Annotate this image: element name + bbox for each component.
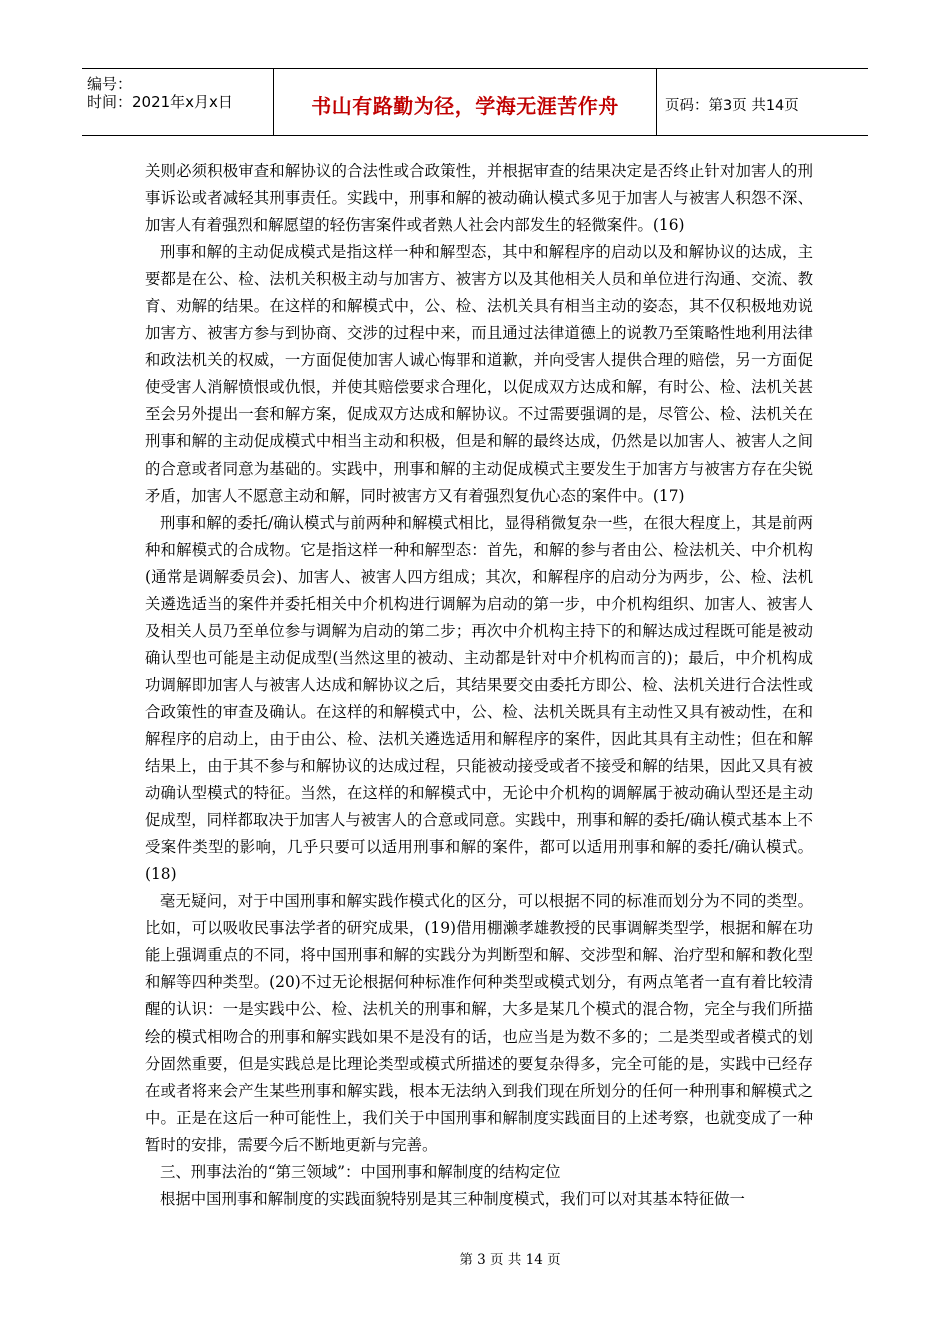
- document-number-label: 编号：: [87, 75, 133, 93]
- header-page-cell: [657, 69, 868, 135]
- header-motto: 书山有路勤为径，学海无涯苦作舟: [311, 93, 619, 118]
- document-body: [145, 158, 813, 1213]
- body-paragraph: 关则必须积极审查和解协议的合法性或合政策性，并根据审查的结果决定是否终止针对加害人的刑事诉讼或者减轻其刑事责任。实践中，刑事和解的被动确认模式多见于加害人与被害人积怨不深、加害人有着强烈和解愿望的轻伤害案件或者熟人社会内部发生的轻微案件。(16): [145, 162, 813, 235]
- body-paragraph: 毫无疑问，对于中国刑事和解实践作模式化的区分，可以根据不同的标准而划分为不同的类型。比如，可以吸收民事法学者的研究成果，(19)借用棚濑孝雄教授的民事调解类型学，根据和解在功能上强调重点的不同，将中国刑事和解的实践分为判断型和解、交涉型和解、治疗型和解和教化型和解等四种类型。(20)不过无论根据何种标准作何种类型或模式划分，有两点笔者一直有着比较清醒的认识：一是实践中公、检、法机关的刑事和解，大多是某几个模式的混合物，完全与我们所描绘的模式相吻合的刑事和解实践如果不是没有的话，也应当是为数不多的；二是类型或者模式的划分固然重要，但是实践总是比理论类型或模式所描述的要复杂得多，完全可能的是，实践中已经存在或者将来会产生某些刑事和解实践，根本无法纳入到我们现在所划分的任何一种刑事和解模式之中。正是在这后一种可能性上，我们关于中国刑事和解制度实践面目的上述考察，也就变成了一种暂时的安排，需要今后不断地更新与完善。: [145, 892, 813, 1154]
- document-date: 时间：2021年x月x日: [87, 93, 233, 111]
- header-page-info: 页码：第3页 共14页: [665, 97, 799, 114]
- section-heading: 三、刑事法治的“第三领域”：中国刑事和解制度的结构定位: [160, 1162, 561, 1181]
- header-motto-cell: [274, 69, 657, 135]
- footer-page-number: 第 3 页 共 14 页: [459, 1252, 561, 1268]
- body-paragraph: 刑事和解的委托/确认模式与前两种和解模式相比，显得稍微复杂一些，在很大程度上，其是前两种和解模式的合成物。它是指这样一种和解型态：首先，和解的参与者由公、检法机关、中介机构(通常是调解委员会)、加害人、被害人四方组成；其次，和解程序的启动分为两步，公、检、法机关遴选适当的案件并委托相关中介机构进行调解为启动的第一步，中介机构组织、加害人、被害人及相关人员乃至单位参与调解为启动的第二步；再次中介机构主持下的和解达成过程既可能是被动确认型也可能是主动促成型(当然这里的被动、主动都是针对中介机构而言的)；最后，中介机构成功调解即加害人与被害人达成和解协议之后，其结果要交由委托方即公、检、法机关进行合法性或合政策性的审查及确认。在这样的和解模式中，公、检、法机关既具有主动性又具有被动性，在和解程序的启动上，由于由公、检、法机关遴选适用和解程序的案件，因此其具有主动性；但在和解结果上，由于其不参与和解协议的达成过程，只能被动接受或者不接受和解的结果，因此又具有被动确认型模式的特征。当然，在这样的和解模式中，无论中介机构的调解属于被动确认型还是主动促成型，同样都取决于加害人与被害人的合意或同意。实践中，刑事和解的委托/确认模式基本上不受案件类型的影响，几乎只要可以适用刑事和解的案件，都可以适用刑事和解的委托/确认模式。(18): [145, 513, 813, 884]
- body-paragraph: 根据中国刑事和解制度的实践面貌特别是其三种制度模式，我们可以对其基本特征做一: [160, 1189, 745, 1208]
- body-paragraph: 刑事和解的主动促成模式是指这样一种和解型态，其中和解程序的启动以及和解协议的达成，主要都是在公、检、法机关积极主动与加害方、被害方以及其他相关人员和单位进行沟通、交流、教育、劝解的结果。在这样的和解模式中，公、检、法机关具有相当主动的姿态，其不仅积极地劝说加害方、被害方参与到协商、交涉的过程中来，而且通过法律道德上的说教乃至策略性地利用法律和政法机关的权威，一方面促使加害人诚心悔罪和道歉，并向受害人提供合理的赔偿，另一方面促使受害人消解愤恨或仇恨，并使其赔偿要求合理化，以促成双方达成和解，有时公、检、法机关甚至会另外提出一套和解方案，促成双方达成和解协议。不过需要强调的是，尽管公、检、法机关在刑事和解的主动促成模式中相当主动和积极，但是和解的最终达成，仍然是以加害人、被害人之间的合意或者同意为基础的。实践中，刑事和解的主动促成模式主要发生于加害方与被害方存在尖锐矛盾，加害人不愿意主动和解，同时被害方又有着强烈复仇心态的案件中。(17): [145, 243, 813, 505]
- header-meta: [82, 69, 274, 135]
- page-footer: [0, 1248, 950, 1268]
- page-header: [82, 68, 868, 136]
